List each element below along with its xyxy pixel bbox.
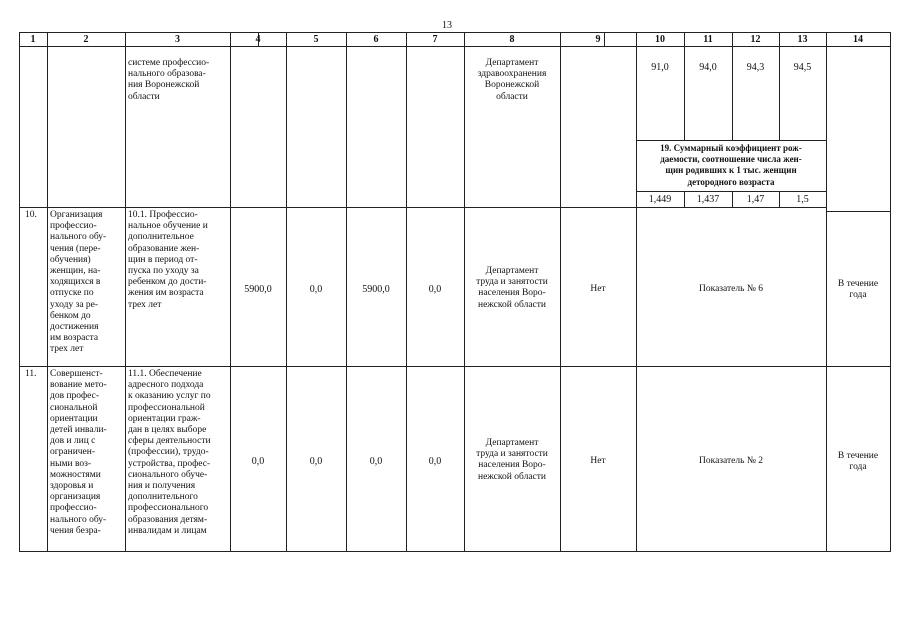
- continuation-col8: Департамент здравоохранения Воронежской области: [477, 58, 547, 102]
- header-col-8: 8: [509, 34, 515, 45]
- header-col-6: 6: [373, 34, 379, 45]
- indicator19-value-2015: 1,5: [796, 194, 809, 205]
- row11-col6: 0,0: [369, 456, 383, 467]
- header-col-14: 14: [853, 34, 863, 45]
- indicator19-value-2013: 1,437: [696, 194, 720, 205]
- header-col-11: 11: [703, 34, 713, 45]
- row10-col6: 5900,0: [362, 284, 390, 295]
- row10-activity: Организация профессио- нального обу- чения (пере- обучения) женщин, на- ходящихся в отпуске по уходу за ре- бенком до достижения им возраста трех лет: [50, 210, 107, 355]
- indicator-value-2013: 94,0: [699, 62, 717, 73]
- page-number: 13: [442, 20, 452, 31]
- indicator-value-2012: 91,0: [651, 62, 669, 73]
- header-col-5: 5: [313, 34, 319, 45]
- indicator19-value-2014: 1,47: [746, 194, 765, 205]
- row10-term: В течение года: [837, 279, 879, 301]
- row11-col7: 0,0: [428, 456, 442, 467]
- row11-activity: Совершенст- вование мето- дов профес- сиональной ориентации детей инвали- дов и лиц с ограничен- ными воз- можностями здоровья и организация профессио- нального обу- чения безра-: [50, 369, 107, 536]
- header-col-4: 4: [255, 34, 261, 45]
- row10-col7: 0,0: [428, 284, 442, 295]
- row11-col5: 0,0: [309, 456, 323, 467]
- indicator19-value-2012: 1,449: [648, 194, 672, 205]
- header-col-3: 3: [175, 34, 180, 45]
- header-col-9: 9: [595, 34, 601, 45]
- indicator-value-2015: 94,5: [793, 62, 812, 73]
- row11-indicator: Показатель № 2: [698, 456, 764, 466]
- header-col-2: 2: [83, 34, 89, 45]
- row11-term: В течение года: [837, 451, 879, 473]
- indicator-19-title: 19. Суммарный коэффициент рож- даемости, соотношение числа жен- щин родивших к 1 тыс. женщин детородного возраста: [660, 143, 802, 187]
- header-col-1: 1: [30, 34, 36, 45]
- row11-col4: 0,0: [251, 456, 265, 467]
- header-col-13: 13: [797, 34, 808, 45]
- row10-col4: 5900,0: [244, 284, 272, 295]
- header-col-7: 7: [432, 34, 438, 45]
- header-col-12: 12: [750, 34, 761, 45]
- row10-number: 10.: [25, 210, 37, 220]
- row11-measure: 11.1. Обеспечение адресного подхода к оказанию услуг по профессиональной ориентации граж- дан в целях выборе сферы деятельности (профессии), трудо- устройства, профес- сионального обуче- ния и получения дополнительного профессионального образования детям- инвалидам и лицам: [128, 369, 211, 536]
- row10-col5: 0,0: [309, 284, 323, 295]
- continuation-col3: системе профессио- нального образова- ния Воронежской области: [128, 58, 210, 102]
- row10-measure: 10.1. Профессио- нальное обучение и дополнительное образование жен- щин в период от- пуска по уходу за ребенком до дости- жения им возраста трех лет: [128, 210, 208, 310]
- row11-executor: Департамент труда и занятости населения Воро- нежской области: [476, 438, 548, 482]
- row11-number: 11.: [25, 369, 37, 379]
- row10-col9: Нет: [590, 284, 606, 294]
- row11-col9: Нет: [590, 456, 606, 466]
- row10-executor: Департамент труда и занятости населения Воро- нежской области: [476, 266, 548, 310]
- indicator-value-2014: 94,3: [746, 62, 765, 73]
- header-col-10: 10: [655, 34, 665, 45]
- row10-indicator: Показатель № 6: [698, 284, 764, 294]
